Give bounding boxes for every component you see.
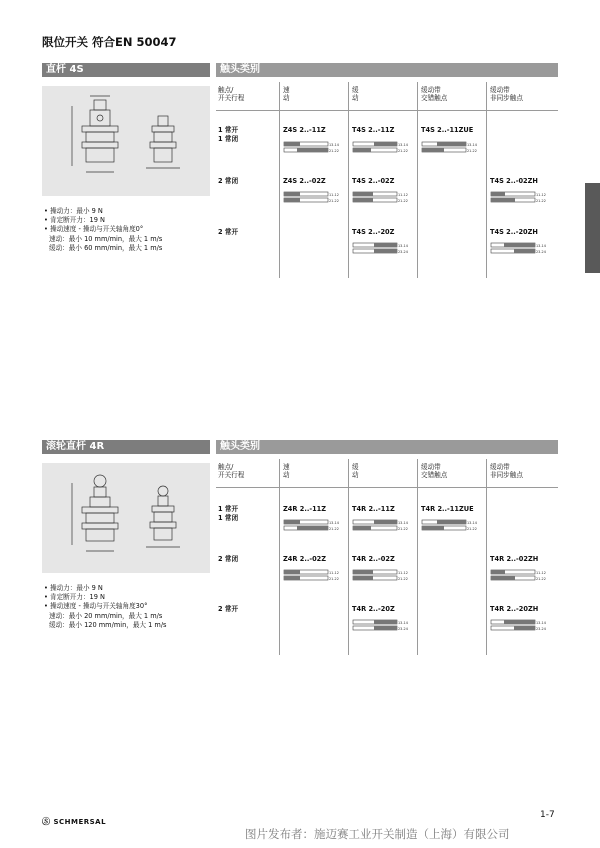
- note-positive-break: • 肯定断开力：19 N: [44, 593, 105, 602]
- col-header-slow-overlap: 缓动带 交错触点: [421, 86, 448, 102]
- section1-dimension-drawing: [42, 86, 210, 196]
- col-header-slow-overlap: 缓动带 交错触点: [421, 463, 448, 479]
- switching-diagram: [283, 564, 347, 588]
- note-positive-break: • 肯定断开力：19 N: [44, 216, 105, 225]
- section1-notes: [44, 207, 162, 253]
- chapter-tab-marker: [585, 183, 600, 273]
- svg-text:21-22: 21-22: [398, 577, 408, 581]
- svg-text:13-14: 13-14: [536, 244, 546, 248]
- svg-text:21-22: 21-22: [329, 577, 339, 581]
- col-divider: [486, 459, 487, 655]
- svg-text:11-12: 11-12: [329, 571, 339, 575]
- row-label-1no: 1 常开: [218, 126, 239, 134]
- row-label-1nc: 1 常闭: [218, 514, 239, 522]
- col-divider: [348, 82, 349, 278]
- svg-text:11-12: 11-12: [329, 193, 339, 197]
- part-number: T4S 2..-11Z: [352, 126, 395, 134]
- part-number: Z4S 2..-11Z: [283, 126, 326, 134]
- row-label-2no: 2 常开: [218, 228, 239, 236]
- svg-text:13-14: 13-14: [467, 521, 477, 525]
- schmersal-logo: Ⓢ SCHMERSAL: [42, 817, 107, 826]
- switching-diagram: [490, 564, 554, 588]
- switching-diagram: [352, 614, 416, 638]
- section2-contact-header: 触头类别: [216, 440, 558, 454]
- row-label-1nc: 1 常闭: [218, 135, 239, 143]
- switching-diagram: [283, 136, 347, 160]
- col-divider: [279, 459, 280, 655]
- svg-text:11-12: 11-12: [536, 193, 546, 197]
- svg-text:13-14: 13-14: [398, 143, 408, 147]
- row-label-2nc: 2 常闭: [218, 177, 239, 185]
- svg-text:21-22: 21-22: [329, 199, 339, 203]
- col-header-snap: 速 动: [283, 463, 290, 479]
- plunger-switch-drawing: [42, 86, 210, 196]
- svg-text:13-14: 13-14: [398, 521, 408, 525]
- note-force: • 操动力：最小 9 N: [44, 584, 103, 592]
- note-slow-speed: 缓动：最小 120 mm/min，最大 1 m/s: [49, 620, 167, 629]
- col-divider: [417, 459, 418, 655]
- switching-diagram: [283, 514, 347, 538]
- publisher-watermark: 图片发布者：施迈赛工业开关制造（上海）有限公司: [245, 827, 510, 841]
- svg-text:21-22: 21-22: [467, 149, 477, 153]
- section2-notes: [44, 584, 167, 630]
- svg-text:21-22: 21-22: [329, 149, 339, 153]
- section2-title: 滚轮直杆 4R: [42, 440, 210, 454]
- part-number: T4R 2..-11Z: [352, 505, 395, 513]
- note-speed: • 操动速度 - 操动与开关轴角度0°: [44, 225, 144, 234]
- part-number: T4S 2..-02ZH: [490, 177, 538, 185]
- col-divider: [417, 82, 418, 278]
- page-number: 1-7: [540, 810, 555, 820]
- col-divider: [486, 82, 487, 278]
- row-label-1no: 1 常开: [218, 505, 239, 513]
- part-number: T4S 2..-02Z: [352, 177, 395, 185]
- switching-diagram: [352, 514, 416, 538]
- col-header-contacts: 触点/ 开关行程: [218, 86, 245, 102]
- section1-header-rule: [216, 110, 558, 111]
- switching-diagram: [490, 614, 554, 638]
- svg-text:21-22: 21-22: [467, 527, 477, 531]
- note-snap-speed: 速动：最小 20 mm/min，最大 1 m/s: [49, 611, 163, 620]
- switching-diagram: [352, 237, 416, 261]
- part-number: T4S 2..-11ZUE: [421, 126, 474, 134]
- col-header-slow-async: 缓动带 非同步触点: [490, 463, 523, 479]
- col-divider: [279, 82, 280, 278]
- section2-header-rule: [216, 487, 558, 488]
- svg-text:13-14: 13-14: [536, 621, 546, 625]
- svg-text:13-14: 13-14: [398, 244, 408, 248]
- row-label-2no: 2 常开: [218, 605, 239, 613]
- switching-diagram: [352, 564, 416, 588]
- part-number: T4R 2..-20ZH: [490, 605, 539, 613]
- note-snap-speed: 速动：最小 10 mm/min，最大 1 m/s: [49, 234, 163, 243]
- col-divider: [348, 459, 349, 655]
- part-number: T4R 2..-02Z: [352, 555, 395, 563]
- part-number: Z4R 2..-02Z: [283, 555, 327, 563]
- part-number: Z4R 2..-11Z: [283, 505, 327, 513]
- note-speed: • 操动速度 - 操动与开关轴角度30°: [44, 602, 148, 611]
- switching-diagram: [352, 136, 416, 160]
- part-number: T4R 2..-11ZUE: [421, 505, 474, 513]
- svg-text:11-12: 11-12: [536, 571, 546, 575]
- switching-diagram: [283, 186, 347, 210]
- section2-dimension-drawing: [42, 463, 210, 573]
- svg-text:21-22: 21-22: [398, 149, 408, 153]
- svg-text:21-22: 21-22: [536, 199, 546, 203]
- page-title: 限位开关 符合EN 50047: [42, 35, 177, 49]
- svg-text:23-24: 23-24: [536, 250, 546, 254]
- svg-text:21-22: 21-22: [398, 199, 408, 203]
- col-header-contacts: 触点/ 开关行程: [218, 463, 245, 479]
- svg-text:11-12: 11-12: [398, 193, 408, 197]
- svg-text:13-14: 13-14: [329, 143, 339, 147]
- col-header-slow: 缓 动: [352, 463, 359, 479]
- note-force: • 操动力：最小 9 N: [44, 207, 103, 215]
- switching-diagram: [490, 237, 554, 261]
- col-header-slow: 缓 动: [352, 86, 359, 102]
- svg-text:13-14: 13-14: [467, 143, 477, 147]
- svg-text:11-12: 11-12: [398, 571, 408, 575]
- part-number: Z4S 2..-02Z: [283, 177, 326, 185]
- svg-text:23-24: 23-24: [398, 250, 408, 254]
- svg-text:21-22: 21-22: [536, 577, 546, 581]
- svg-text:21-22: 21-22: [329, 527, 339, 531]
- switching-diagram: [352, 186, 416, 210]
- section1-title: 直杆 4S: [42, 63, 210, 77]
- col-header-slow-async: 缓动带 非同步触点: [490, 86, 523, 102]
- switching-diagram: [421, 514, 485, 538]
- note-slow-speed: 缓动：最小 60 mm/min，最大 1 m/s: [49, 243, 163, 252]
- part-number: T4R 2..-20Z: [352, 605, 395, 613]
- part-number: T4S 2..-20Z: [352, 228, 395, 236]
- svg-text:21-22: 21-22: [398, 527, 408, 531]
- section1-contact-header: 触头类别: [216, 63, 558, 77]
- roller-plunger-switch-drawing: [42, 463, 210, 573]
- part-number: T4S 2..-20ZH: [490, 228, 538, 236]
- switching-diagram: [421, 136, 485, 160]
- logo-mark-icon: Ⓢ: [42, 817, 51, 826]
- svg-text:23-24: 23-24: [536, 627, 546, 631]
- svg-text:13-14: 13-14: [329, 521, 339, 525]
- switching-diagram: [490, 186, 554, 210]
- svg-text:13-14: 13-14: [398, 621, 408, 625]
- col-header-snap: 速 动: [283, 86, 290, 102]
- svg-text:23-24: 23-24: [398, 627, 408, 631]
- row-label-2nc: 2 常闭: [218, 555, 239, 563]
- part-number: T4R 2..-02ZH: [490, 555, 539, 563]
